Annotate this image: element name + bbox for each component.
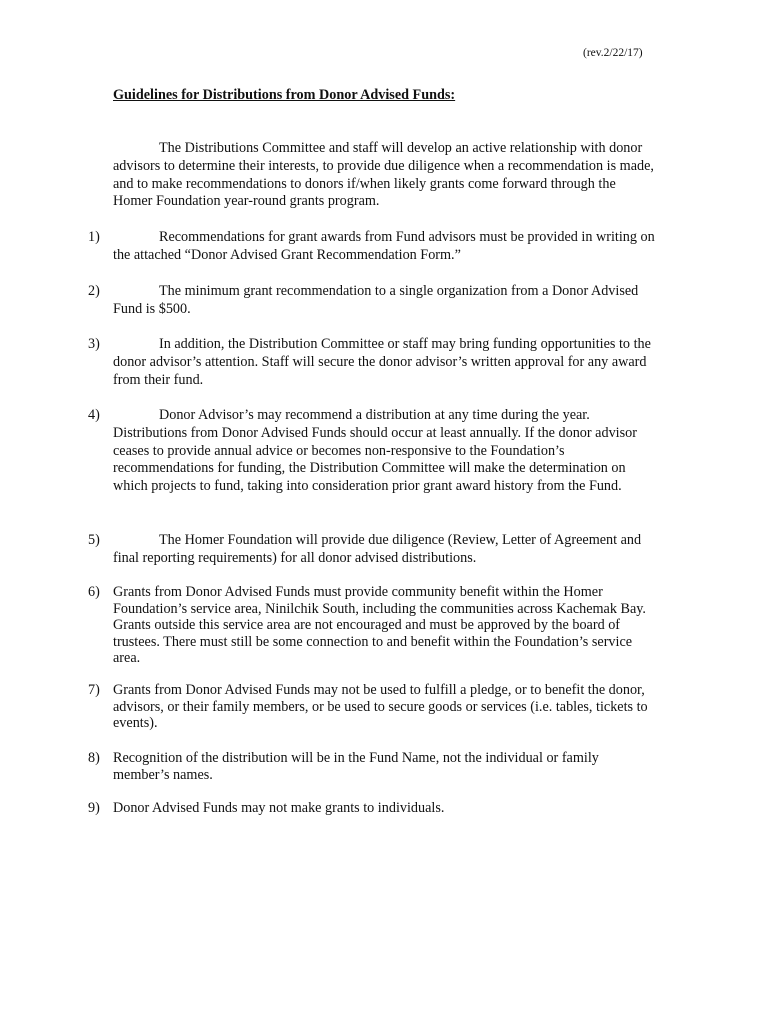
guideline-item-1 — [88, 229, 658, 265]
item-text: Grants from Donor Advised Funds must provide community benefit within the Homer Foundation’s service area, Ninilchik South, including the communities across Kachemak Bay. Grants outside this service area are not encouraged and must be approved by the board of trustees. There must still be some connection to and benefit within the Foundation’s service area. — [113, 584, 646, 666]
guideline-item-2 — [88, 283, 658, 319]
guideline-item-3 — [88, 336, 658, 389]
item-number: 7) — [88, 682, 100, 698]
item-text: Grants from Donor Advised Funds may not be used to fulfill a pledge, or to benefit the donor, advisors, or their family members, or be used to secure goods or services (i.e. tables, tickets to events). — [113, 682, 648, 731]
item-text: Recommendations for grant awards from Fund advisors must be provided in writing on the attached “Donor Advised Grant Recommendation Form.” — [113, 229, 655, 263]
item-text: The Homer Foundation will provide due diligence (Review, Letter of Agreement and final reporting requirements) for all donor advised distributions. — [113, 532, 642, 566]
item-number: 4) — [88, 407, 100, 423]
item-number: 2) — [88, 283, 100, 299]
item-text: The minimum grant recommendation to a single organization from a Donor Advised Fund is $500. — [113, 283, 639, 317]
guideline-item-4 — [88, 407, 658, 496]
guideline-item-5 — [88, 532, 658, 568]
item-text: In addition, the Distribution Committee or staff may bring funding opportunities to the donor advisor’s attention. Staff will secure the donor advisor’s written approval for any award from their fund. — [113, 336, 651, 388]
item-number: 6) — [88, 584, 100, 600]
item-text: Donor Advised Funds may not make grants to individuals. — [113, 800, 445, 816]
item-number: 8) — [88, 750, 100, 766]
document-title: Guidelines for Distributions from Donor Advised Funds: — [113, 87, 456, 103]
guideline-item-8 — [88, 750, 658, 783]
item-number: 9) — [88, 800, 100, 816]
guideline-item-9 — [88, 800, 658, 817]
item-number: 1) — [88, 229, 100, 245]
item-number: 5) — [88, 532, 100, 548]
item-number: 3) — [88, 336, 100, 352]
intro-paragraph: The Distributions Committee and staff will develop an active relationship with donor advisors to determine their interests, to provide due diligence when a recommendation is made, and to make recommendations to donors if/when likely grants come forward through the Homer Foundation year-round grants program. — [113, 140, 654, 210]
item-text: Recognition of the distribution will be in the Fund Name, not the individual or family member’s names. — [113, 750, 599, 783]
guideline-item-6 — [88, 584, 658, 667]
guideline-item-7 — [88, 682, 658, 732]
item-text: Donor Advisor’s may recommend a distribution at any time during the year. Distributions from Donor Advised Funds should occur at least annually. If the donor advisor ceases to provide annual advice or becomes non-responsive to the Foundation’s recommendations for funding, the Distribution Committee will make the determination on which projects to fund, taking into consideration prior grant award history from the Fund. — [113, 407, 637, 495]
revision-date: (rev.2/22/17) — [583, 47, 643, 59]
